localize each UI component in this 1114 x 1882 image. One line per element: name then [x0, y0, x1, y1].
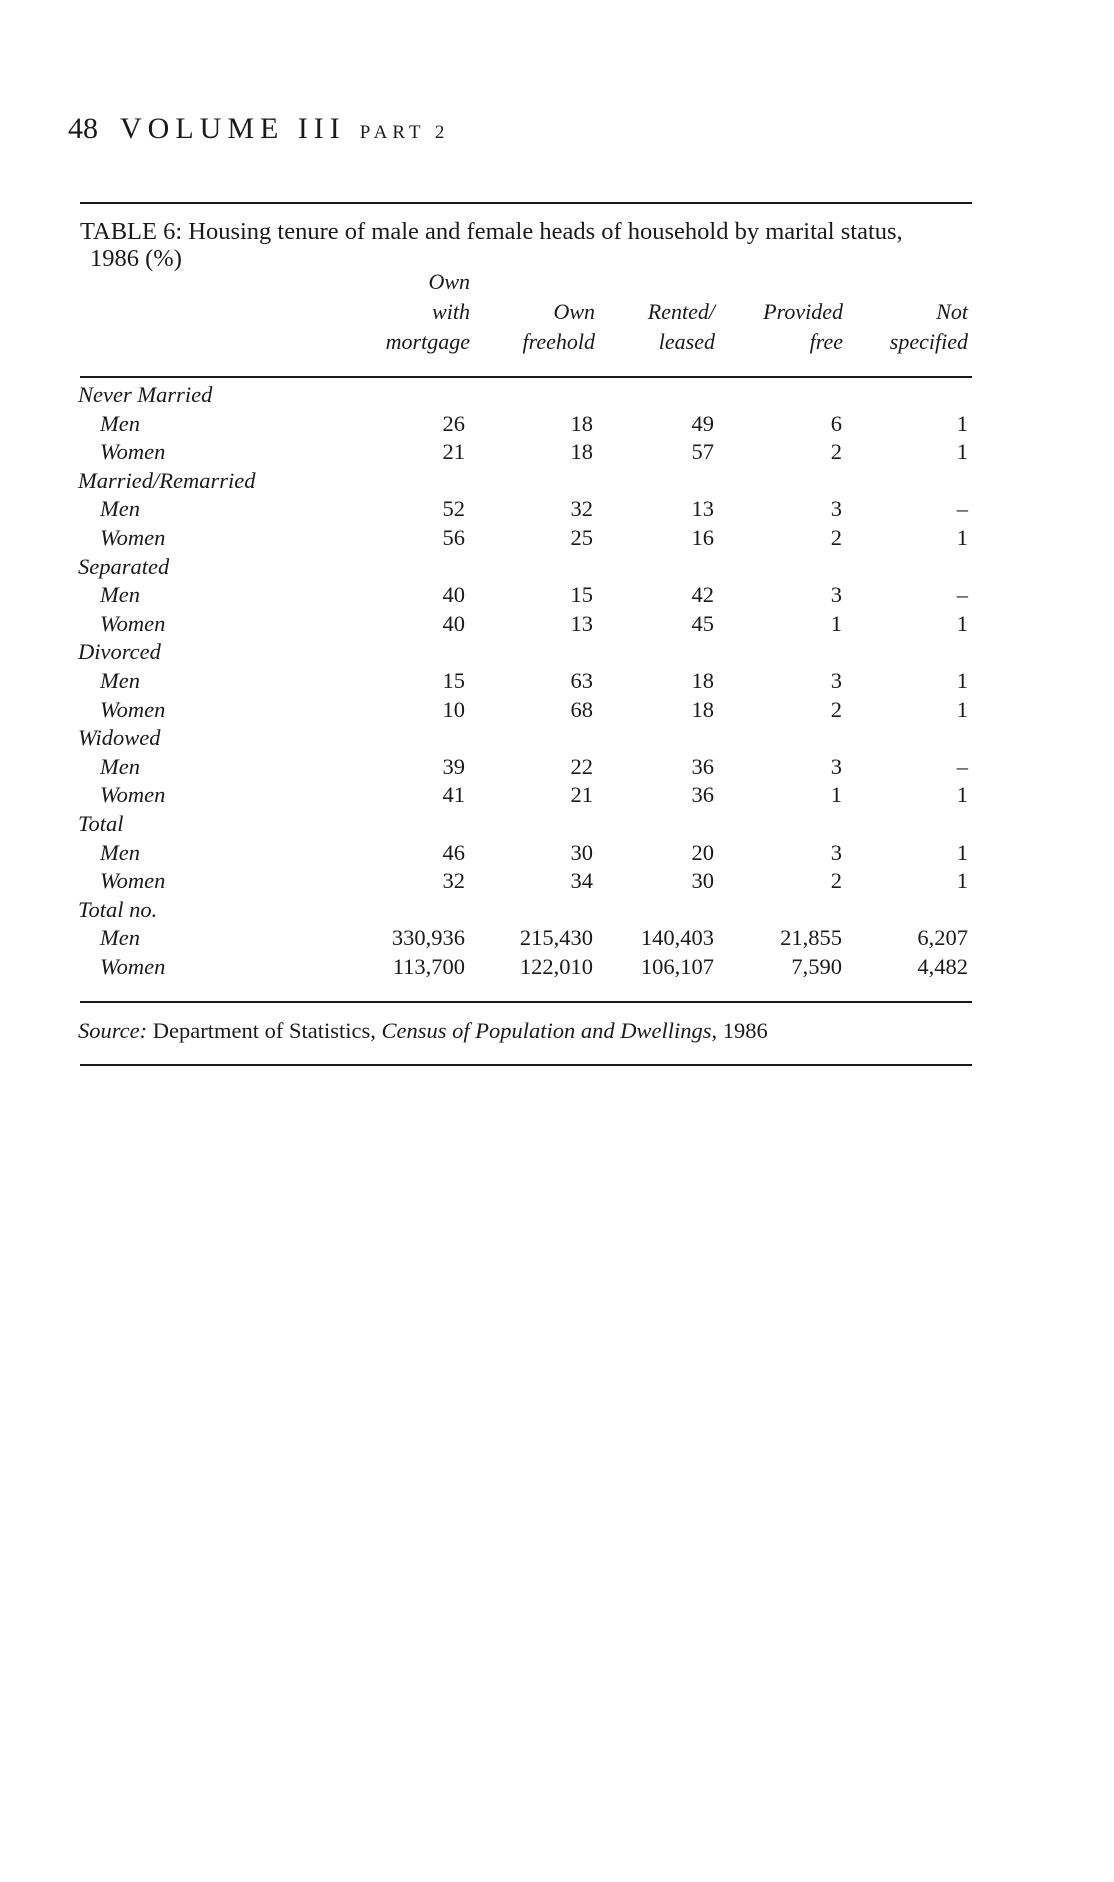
row-label: Women — [100, 439, 166, 465]
table-row — [0, 697, 1114, 727]
table-cell: 2 — [830, 696, 842, 722]
table-row — [0, 868, 1114, 898]
row-label: Women — [100, 782, 166, 808]
table-cell: 1 — [956, 410, 968, 436]
part-label: PART 2 — [359, 122, 450, 143]
table-cell: 1 — [956, 610, 968, 636]
table-cell: 20 — [691, 839, 714, 865]
table-cell: – — [956, 753, 968, 779]
table-cell: 49 — [691, 410, 714, 436]
table-cell: 45 — [691, 610, 714, 636]
table-cell: 2 — [830, 525, 842, 550]
table-cell: 39 — [442, 753, 465, 779]
table-cell: 34 — [570, 868, 593, 894]
group-row — [0, 811, 1114, 841]
table-cell: 32 — [570, 496, 593, 522]
table-cell: 30 — [570, 839, 593, 865]
table-row — [0, 754, 1114, 784]
table-cell: 40 — [442, 610, 465, 636]
bottom-rule — [80, 1001, 972, 1003]
table-cell: 113,700 — [392, 954, 465, 979]
table-row — [0, 840, 1114, 870]
table-cell: 21,855 — [780, 925, 842, 951]
source-text: Department of Statistics, — [147, 1018, 382, 1043]
group-row — [0, 382, 1114, 412]
table-cell: 3 — [830, 839, 842, 865]
table-cell: 10 — [442, 696, 465, 722]
table-cell: 3 — [830, 753, 842, 779]
table-cell: 1 — [830, 610, 842, 636]
table-cell: 140,403 — [640, 925, 714, 951]
row-label: Men — [100, 410, 140, 436]
table-cell: 122,010 — [519, 954, 593, 979]
row-label: Men — [100, 668, 140, 693]
table-cell: 68 — [570, 696, 593, 722]
column-header-line: Not — [936, 299, 968, 324]
table-row — [0, 925, 1114, 955]
source-note — [78, 1018, 768, 1044]
row-label: Men — [100, 753, 140, 779]
table-cell: 215,430 — [519, 925, 593, 951]
table-cell: 36 — [691, 782, 714, 808]
table-cell: 63 — [570, 668, 593, 693]
table-cell: 2 — [830, 868, 842, 894]
group-label: Divorced — [78, 639, 161, 665]
table-cell: 1 — [956, 439, 968, 465]
group-label: Married/Remarried — [78, 467, 256, 493]
table-cell: – — [956, 582, 968, 608]
table-row — [0, 439, 1114, 469]
table-cell: 57 — [691, 439, 714, 465]
table-cell: 21 — [442, 439, 465, 465]
table-cell: 52 — [442, 496, 465, 522]
source-year: , 1986 — [711, 1018, 768, 1043]
column-header-line: specified — [889, 329, 968, 354]
row-label: Men — [100, 925, 140, 951]
table-cell: 25 — [570, 525, 593, 550]
table-cell: 1 — [956, 525, 968, 550]
table-row — [0, 611, 1114, 641]
table-cell: 42 — [691, 582, 714, 608]
footer-rule — [80, 1064, 972, 1066]
table-row — [0, 954, 1114, 984]
group-label: Widowed — [78, 725, 161, 751]
table-cell: 6,207 — [917, 925, 968, 951]
table-cell: 330,936 — [391, 925, 465, 951]
table-cell: 22 — [570, 753, 593, 779]
row-label: Women — [100, 610, 166, 636]
table-cell: 36 — [691, 753, 714, 779]
table-cell: 13 — [691, 496, 714, 522]
table-cell: 7,590 — [791, 954, 842, 979]
table-cell: 3 — [830, 496, 842, 522]
group-row — [0, 725, 1114, 755]
table-row — [0, 668, 1114, 698]
column-header-line: mortgage — [385, 329, 470, 354]
table-cell: 1 — [830, 782, 842, 808]
column-header-line: Rented/ — [647, 299, 715, 324]
running-header — [68, 112, 449, 146]
column-header-line: Own — [553, 299, 595, 324]
column-header-line: with — [432, 299, 470, 324]
table-cell: 106,107 — [640, 954, 714, 979]
group-row — [0, 639, 1114, 669]
table-cell: 1 — [956, 782, 968, 808]
group-label: Total — [78, 811, 124, 836]
table-cell: 2 — [830, 439, 842, 465]
source-title: Census of Population and Dwellings — [381, 1018, 712, 1043]
page-number: 48 — [68, 112, 98, 145]
header-rule — [80, 376, 972, 378]
column-header-line: freehold — [522, 329, 595, 354]
group-label: Never Married — [78, 382, 213, 407]
table-cell: 1 — [956, 839, 968, 865]
volume-title: VOLUME III — [120, 112, 346, 145]
column-header-line: free — [809, 329, 843, 354]
table-cell: 13 — [570, 610, 593, 636]
table-row — [0, 582, 1114, 612]
group-label: Separated — [78, 553, 170, 579]
table-cell: 18 — [570, 439, 593, 465]
table-cell: 1 — [956, 868, 968, 894]
table-cell: 41 — [442, 782, 465, 808]
table-row — [0, 782, 1114, 812]
table-cell: – — [956, 496, 968, 522]
top-rule — [80, 202, 972, 204]
table-cell: 4,482 — [917, 954, 968, 979]
table-cell: 1 — [956, 668, 968, 693]
table-caption — [80, 218, 980, 272]
table-cell: 40 — [442, 582, 465, 608]
table-cell: 30 — [691, 868, 714, 894]
table-cell: 16 — [691, 525, 714, 550]
table-cell: 6 — [830, 410, 842, 436]
table-cell: 26 — [442, 410, 465, 436]
column-header-line: Provided — [763, 299, 843, 324]
table-cell: 3 — [830, 582, 842, 608]
caption-line-1: TABLE 6: Housing tenure of male and female heads of household by marital status, — [80, 218, 903, 245]
table-cell: 32 — [442, 868, 465, 894]
group-row — [0, 468, 1114, 498]
table-cell: 18 — [691, 696, 714, 722]
table-cell: 18 — [691, 668, 714, 693]
row-label: Men — [100, 582, 140, 608]
row-label: Women — [100, 868, 166, 894]
row-label: Women — [100, 525, 166, 550]
table-cell: 1 — [956, 696, 968, 722]
table-cell: 46 — [442, 839, 465, 865]
source-prefix: Source: — [78, 1018, 148, 1043]
caption-line-2: 1986 (%) — [90, 245, 182, 272]
column-header-line: leased — [658, 329, 715, 354]
row-label: Men — [100, 839, 140, 865]
table-cell: 15 — [442, 668, 465, 693]
table-row — [0, 411, 1114, 441]
column-header-line: Own — [428, 269, 470, 294]
group-row — [0, 554, 1114, 584]
table-row — [0, 525, 1114, 555]
column-header — [808, 297, 968, 357]
row-label: Men — [100, 496, 140, 522]
group-label: Total no. — [78, 896, 158, 922]
group-row — [0, 897, 1114, 927]
table-cell: 3 — [830, 668, 842, 693]
table-cell: 56 — [442, 525, 465, 550]
table-cell: 21 — [570, 782, 593, 808]
row-label: Women — [100, 954, 166, 979]
row-label: Women — [100, 696, 166, 722]
table-cell: 15 — [570, 582, 593, 608]
table-row — [0, 496, 1114, 526]
table-cell: 18 — [570, 410, 593, 436]
